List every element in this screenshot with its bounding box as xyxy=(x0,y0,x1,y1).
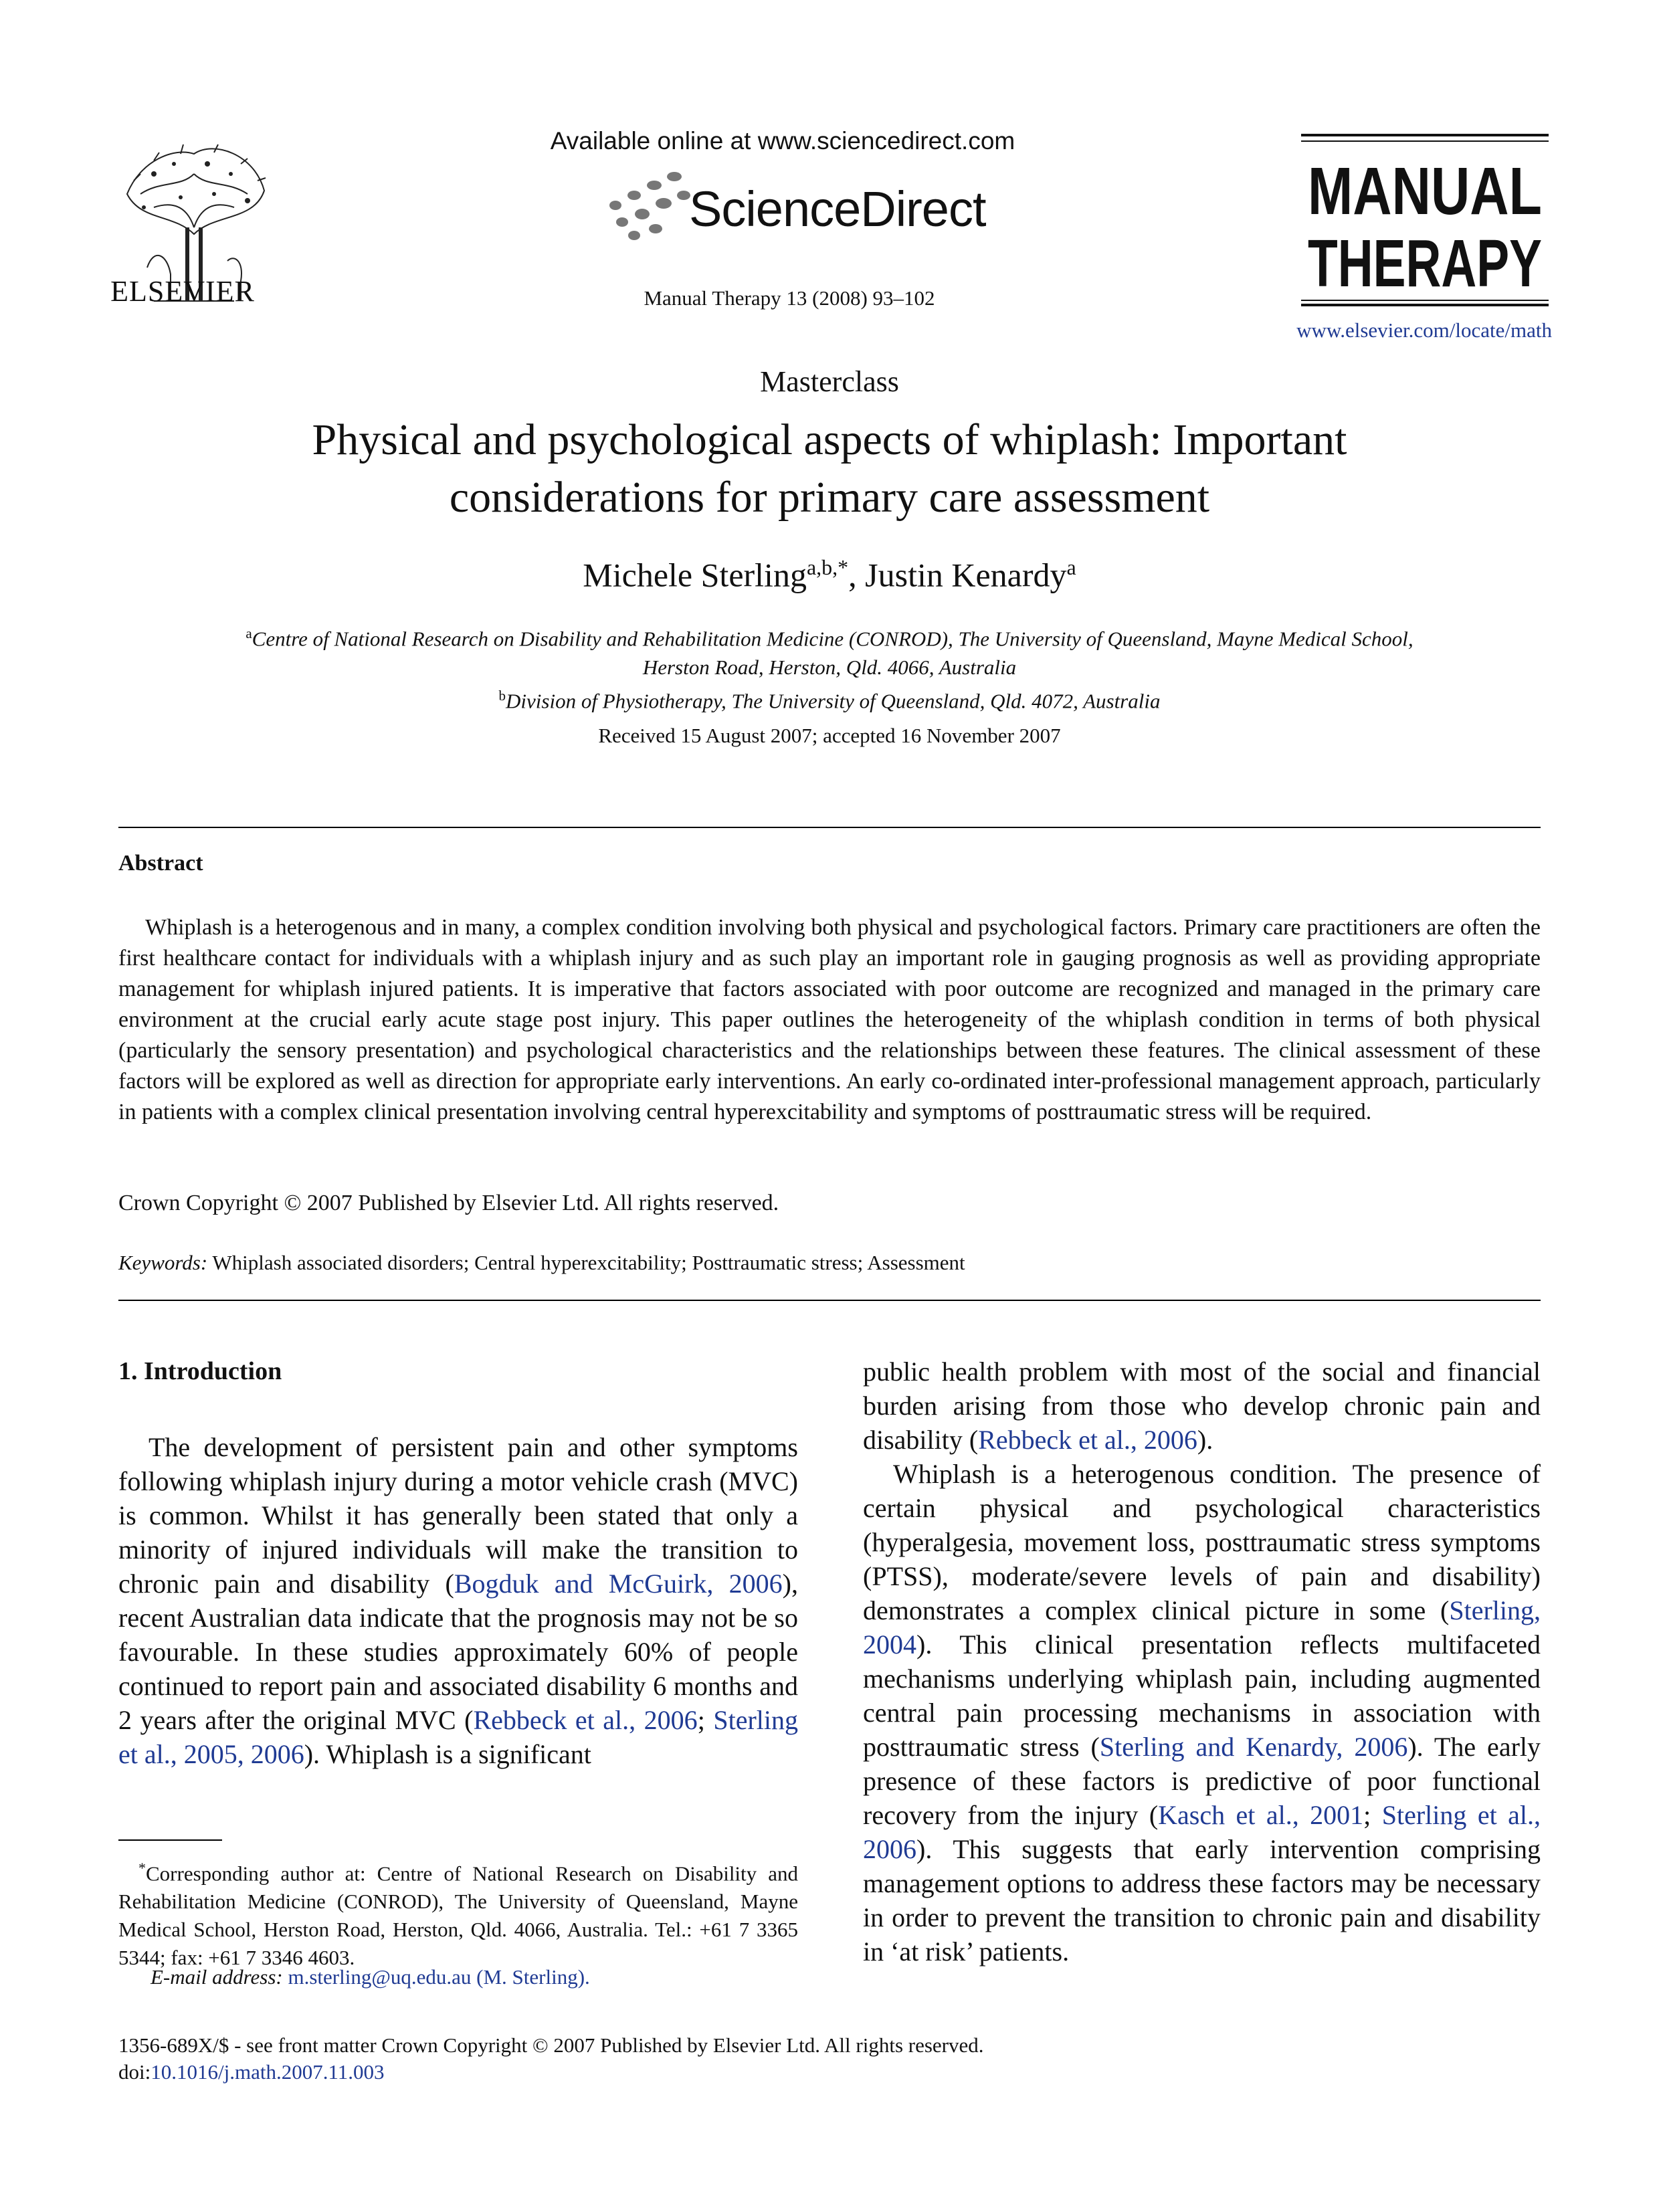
affiliation-a-line2: Herston Road, Herston, Qld. 4066, Australia xyxy=(642,656,1017,680)
doi-line xyxy=(118,2060,385,2084)
section-heading-introduction: 1. Introduction xyxy=(118,1357,282,1385)
journal-url-link[interactable]: www.elsevier.com/locate/math xyxy=(1296,318,1552,342)
corresponding-author-footnote xyxy=(118,1854,798,1972)
citation-link[interactable]: Sterling et al., 2005, 2006 xyxy=(118,1705,798,1769)
title-line-1: Physical and psychological aspects of whiplash: Important xyxy=(312,415,1347,464)
citation-link[interactable]: Sterling, 2004 xyxy=(863,1595,1541,1660)
intro-text: ), recent Australian data indicate that the prognosis may not be so favourable. In these studies approximately 60% of people continued to report pain and associated disability 6 months and 2 years after the original MVC ( xyxy=(118,1569,798,1735)
keywords-label: Keywords: xyxy=(118,1251,208,1274)
manual-therapy-logo xyxy=(1301,134,1549,308)
paragraph xyxy=(863,1457,1541,1969)
sciencedirect-wordmark[interactable]: ScienceDirect xyxy=(689,181,986,237)
issn-line: 1356-689X/$ - see front matter Crown Copyright © 2007 Published by Elsevier Ltd. All rights reserved. xyxy=(118,2033,984,2057)
intro-text: ). The early presence of these factors is predictive of poor functional recovery from the injury ( xyxy=(863,1732,1541,1830)
abstract-heading: Abstract xyxy=(118,851,203,876)
available-online-notice[interactable]: Available online at www.sciencedirect.com xyxy=(550,127,1015,155)
affiliation-a-line1: Centre of National Research on Disability and Rehabilitation Medicine (CONROD), The University of Queensland, Mayne Medical School, xyxy=(252,627,1413,651)
journal-logo-line2: THERAPY xyxy=(1308,226,1542,301)
footnote-mark: * xyxy=(138,1859,146,1876)
intro-text: ). This clinical presentation reflects multifaceted mechanisms underlying whiplash pain, including augmented central pain processing mechanisms in association with posttraumatic stress ( xyxy=(863,1629,1541,1762)
footnote-text: Corresponding author at: Centre of National Research on Disability and Rehabilitation Medicine (CONROD), The University of Queensland, Mayne Medical School, Herston Road, Herston, Qld. 4066, Australia. Tel.: +61 7 3365 5344; fax: +61 7 3346 4603. xyxy=(118,1862,798,1970)
affiliation-a-mark: a xyxy=(246,625,252,641)
author-sterling-marks: a,b,* xyxy=(806,555,849,579)
elsevier-wordmark: ELSEVIER xyxy=(110,275,255,308)
abstract-bottom-rule xyxy=(118,1300,1541,1301)
received-dates: Received 15 August 2007; accepted 16 November 2007 xyxy=(598,724,1061,747)
affiliations xyxy=(107,619,1552,716)
journal-reference: Manual Therapy 13 (2008) 93–102 xyxy=(644,286,935,310)
author-list xyxy=(0,555,1659,595)
intro-text: ). Whiplash is a significant xyxy=(304,1739,591,1769)
title-line-2: considerations for primary care assessment xyxy=(449,473,1210,522)
affiliation-b: Division of Physiotherapy, The University of Queensland, Qld. 4072, Australia xyxy=(506,689,1161,713)
citation-link[interactable]: Kasch et al., 2001 xyxy=(1158,1800,1364,1830)
intro-text: public health problem with most of the social and financial burden arising from those who develop chronic pain and disability ( xyxy=(863,1356,1541,1455)
citation-link[interactable]: Bogduk and McGuirk, 2006 xyxy=(454,1569,783,1599)
intro-text: Whiplash is a heterogenous condition. The presence of certain physical and psychological characteristics (hyperalgesia, movement loss, posttraumatic stress symptoms (PTSS), moderate/severe levels of pain and disability) demonstrates a complex clinical picture in some ( xyxy=(863,1459,1541,1625)
author-sterling[interactable]: Michele Sterling xyxy=(583,556,807,594)
doi-label: doi: xyxy=(118,2060,151,2084)
email-link[interactable]: m.sterling@uq.edu.au (M. Sterling). xyxy=(288,1965,590,1989)
abstract-copyright: Crown Copyright © 2007 Published by Elsevier Ltd. All rights reserved. xyxy=(118,1191,779,1215)
intro-text: ; xyxy=(697,1705,714,1735)
author-kenardy[interactable]: Justin Kenardy xyxy=(865,556,1067,594)
citation-link[interactable]: Rebbeck et al., 2006 xyxy=(978,1425,1197,1455)
journal-logo-line1: MANUAL xyxy=(1308,154,1542,229)
intro-text: ; xyxy=(1363,1800,1382,1830)
affiliation-b-mark: b xyxy=(498,688,506,704)
keywords-list: Whiplash associated disorders; Central hyperexcitability; Posttraumatic stress; Assessment xyxy=(212,1251,965,1274)
email-line xyxy=(151,1965,590,1989)
intro-text: ). xyxy=(1197,1425,1213,1455)
citation-link[interactable]: Sterling et al., 2006 xyxy=(863,1800,1541,1864)
sciencedirect-dots-icon xyxy=(602,169,696,242)
paragraph xyxy=(863,1354,1541,1457)
footnote-rule xyxy=(118,1839,222,1841)
author-separator: , xyxy=(848,556,866,594)
doi-link[interactable]: 10.1016/j.math.2007.11.003 xyxy=(151,2060,385,2084)
intro-text: The development of persistent pain and other symptoms following whiplash injury during a motor vehicle crash (MVC) is common. Whilst it has generally been stated that only a minority of injured individuals will make the transition to chronic pain and disability ( xyxy=(118,1432,798,1599)
citation-link[interactable]: Sterling and Kenardy, 2006 xyxy=(1099,1732,1408,1762)
intro-left-column xyxy=(118,1430,798,1771)
abstract-top-rule xyxy=(118,827,1541,828)
article-section: Masterclass xyxy=(760,365,899,398)
article-title xyxy=(134,411,1525,526)
intro-text: ). This suggests that early intervention comprising management options to address these factors may be necessary in order to prevent the transition to chronic pain and disability in ‘at risk’ patients. xyxy=(863,1834,1541,1967)
keywords xyxy=(118,1251,965,1275)
citation-link[interactable]: Rebbeck et al., 2006 xyxy=(473,1705,698,1735)
email-label: E-mail address: xyxy=(151,1965,283,1989)
intro-right-column xyxy=(863,1354,1541,1969)
author-kenardy-marks: a xyxy=(1066,555,1076,579)
abstract-text: Whiplash is a heterogenous and in many, a complex condition involving both physical and psychological factors. Primary care practitioners are often the first healthcare contact for individuals with a whiplash injury and as such play an important role in gauging prognosis as well as providing appropriate management for whiplash injured patients. It is imperative that factors associated with poor outcome are recognized and managed in the primary care environment at the crucial early acute stage post injury. This paper outlines the heterogeneity of the whiplash condition in terms of both physical (particularly the sensory presentation) and psychological characteristics and the relationships between these features. The clinical assessment of these factors will be explored as well as direction for appropriate early interventions. An early co-ordinated inter-professional management approach, particularly in patients with a complex clinical presentation involving central hyperexcitability and symptoms of posttraumatic stress will be required. xyxy=(118,915,1541,1124)
